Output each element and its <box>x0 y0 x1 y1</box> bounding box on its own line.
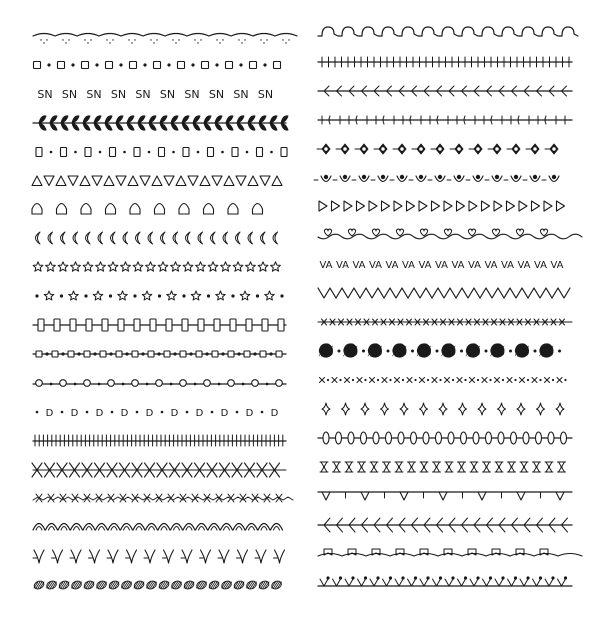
divider-dot-x <box>320 378 567 383</box>
divider-dot-star <box>35 291 283 300</box>
svg-text:D: D <box>245 408 254 419</box>
divider-line-rectangles <box>33 319 286 331</box>
divider-dot-rectangle <box>36 148 287 157</box>
svg-text:VA: VA <box>517 260 531 271</box>
divider-dot-d <box>36 408 279 419</box>
divider-half-circles <box>33 524 283 531</box>
divider-arrow-vine <box>318 86 572 96</box>
divider-cross-ticks <box>318 57 572 67</box>
divider-sprouts <box>33 550 285 563</box>
svg-text:VA: VA <box>401 260 416 271</box>
svg-text:SN: SN <box>110 88 127 101</box>
divider-hatched-ovals <box>33 580 283 591</box>
svg-text:D: D <box>120 408 129 419</box>
divider-scallop-dotted <box>33 34 297 44</box>
divider-hatched-blobs <box>319 344 561 357</box>
divider-sn-zigzag <box>37 88 273 101</box>
svg-text:D: D <box>220 408 229 419</box>
svg-text:VA: VA <box>385 260 399 271</box>
divider-x-marks <box>32 463 286 477</box>
divider-stitched-x <box>33 494 293 502</box>
divider-flower-stems <box>318 576 572 586</box>
svg-text:SN: SN <box>86 88 102 101</box>
svg-text:SN: SN <box>184 88 200 101</box>
divider-hanging-triangles <box>318 492 572 500</box>
svg-text:VA: VA <box>319 260 333 271</box>
svg-text:SN: SN <box>233 88 249 101</box>
svg-text:SN: SN <box>208 88 225 101</box>
svg-text:SN: SN <box>135 88 151 101</box>
divider-buds <box>314 175 559 182</box>
svg-text:VA: VA <box>335 260 350 271</box>
svg-text:SN: SN <box>37 88 53 101</box>
svg-text:D: D <box>195 408 204 419</box>
svg-text:VA: VA <box>434 260 449 271</box>
divider-leaf-vine <box>33 116 288 130</box>
svg-text:D: D <box>170 408 179 419</box>
svg-text:VA: VA <box>451 260 465 271</box>
divider-crescent-moons <box>36 232 278 244</box>
svg-text:VA: VA <box>500 260 515 271</box>
divider-arches <box>32 204 263 215</box>
divider-diamond-circle <box>317 144 558 154</box>
svg-text:VA: VA <box>368 260 383 271</box>
svg-text:D: D <box>70 408 79 419</box>
svg-text:VA: VA <box>467 260 482 271</box>
divider-hourglass <box>320 462 566 472</box>
svg-text:SN: SN <box>159 88 176 101</box>
svg-text:D: D <box>145 408 154 419</box>
divider-line-x <box>318 319 572 325</box>
divider-line-ovals <box>318 432 572 444</box>
svg-text:D: D <box>45 408 54 419</box>
svg-text:VA: VA <box>484 260 498 271</box>
svg-text:D: D <box>95 408 104 419</box>
divider-line-ticks <box>33 435 286 446</box>
svg-text:D: D <box>270 408 279 419</box>
svg-text:VA: VA <box>533 260 548 271</box>
svg-text:VA: VA <box>418 260 432 271</box>
divider-right-triangles <box>319 201 565 211</box>
divider-triangles <box>32 176 282 186</box>
divider-line-dot-square <box>33 351 286 357</box>
svg-text:VA: VA <box>352 260 366 271</box>
divider-line-circles <box>33 380 286 387</box>
divider-dot-square <box>34 62 281 69</box>
svg-text:VA: VA <box>550 260 564 271</box>
divider-sparkles <box>322 403 564 415</box>
svg-text:SN: SN <box>61 88 78 101</box>
divider-va-zigzag <box>319 260 563 271</box>
divider-chevron-zigzag <box>318 288 570 298</box>
divider-bunting <box>318 549 582 556</box>
divider-ticks-bracket <box>318 116 572 124</box>
divider-arrow-feather <box>318 518 572 532</box>
svg-text:SN: SN <box>257 88 274 101</box>
divider-hearts-vine <box>318 229 582 239</box>
divider-loop-scallop <box>318 27 578 36</box>
divider-stars <box>33 262 280 271</box>
